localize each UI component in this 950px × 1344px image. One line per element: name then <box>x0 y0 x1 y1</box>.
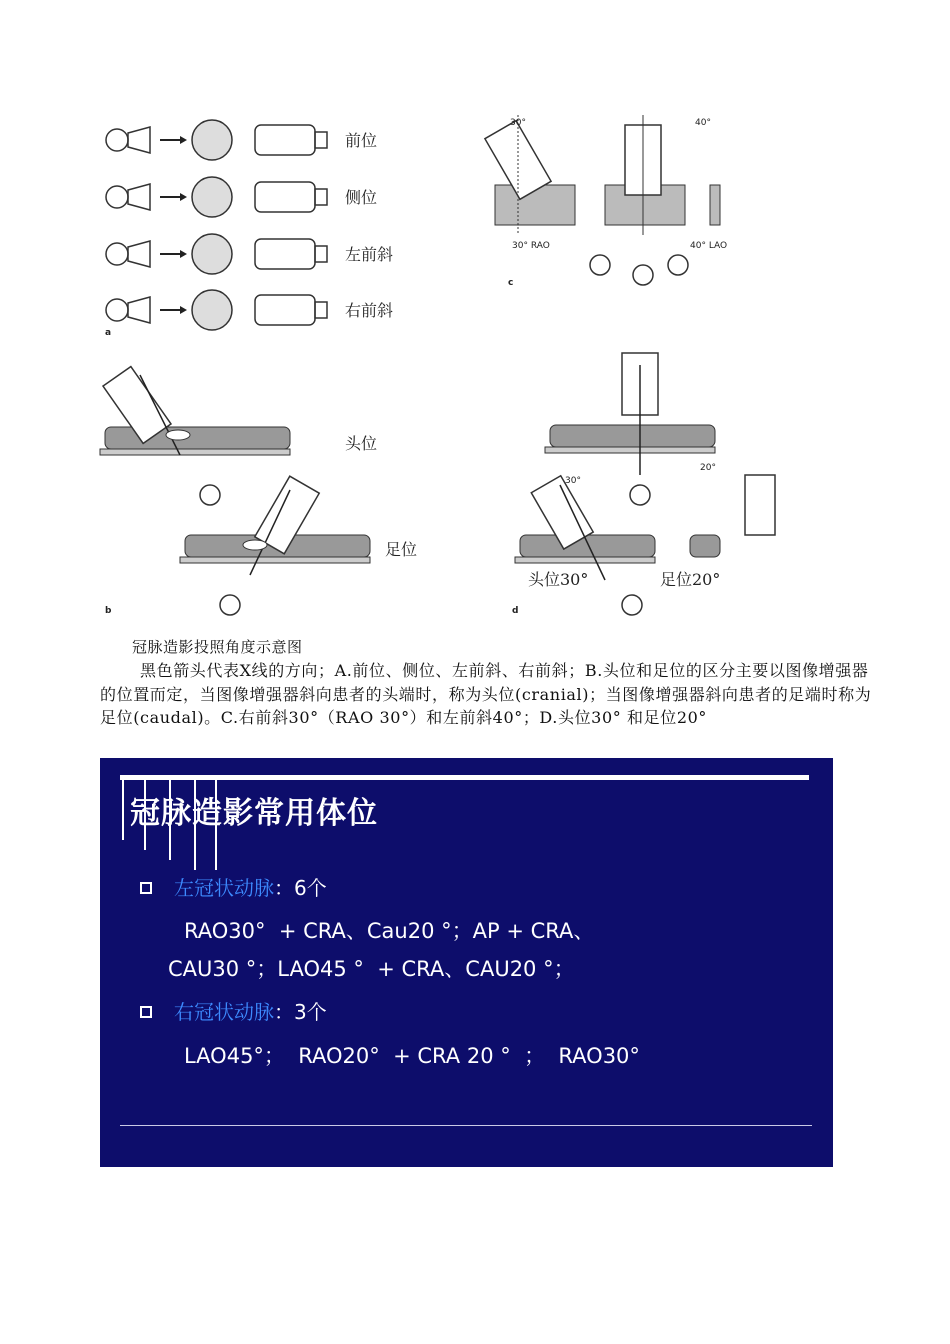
slide-bottom-line <box>120 1125 812 1126</box>
slide-bullet <box>140 872 327 901</box>
panel-a-row <box>106 120 327 160</box>
slide-detail-line: CAU30 °；LAO45 ° + CRA、CAU20 °； <box>168 957 575 981</box>
panel-d-label: 足位20° <box>660 570 721 589</box>
figure-caption-body: 黑色箭头代表X线的方向；A.前位、侧位、左前斜、右前斜；B.头位和足位的区分主要以图像增强器的位置而定，当图像增强器斜向患者的头端时，称为头位(cranial)；当图像增强器斜向患者的足端时称为足位(caudal)。C.右前斜30°（RAO 30°）和左前斜40°；D.头位30° 和足位20° <box>100 661 872 727</box>
panel-a <box>105 120 393 338</box>
slide-top-line <box>120 775 809 780</box>
slide-detail-line: LAO45°； RAO20° + CRA 20 ° ； RAO30° <box>184 1044 640 1068</box>
bullet-count: ：3个 <box>274 1000 327 1024</box>
panel-b-letter: b <box>105 606 112 616</box>
panel-d-label: 头位30° <box>528 570 589 589</box>
bullet-label: 左冠状动脉 <box>174 876 274 900</box>
panel-c <box>485 115 727 288</box>
panel-a-label: 右前斜 <box>345 301 394 320</box>
panel-d-angle: 30° <box>565 476 581 486</box>
panel-b-label: 头位 <box>345 434 378 453</box>
panel-a-label: 前位 <box>345 131 378 150</box>
checkbox-bullet-icon <box>140 882 152 894</box>
figure-caption-title: 冠脉造影投照角度示意图 <box>132 638 303 656</box>
panel-d-angle: 20° <box>700 463 716 473</box>
slide-title: 冠脉造影常用体位 <box>130 796 378 831</box>
panel-c-angle: 40° <box>695 118 711 128</box>
panel-b <box>100 367 417 616</box>
projection-figure <box>100 105 728 620</box>
panel-b-label: 足位 <box>385 540 418 559</box>
checkbox-bullet-icon <box>140 1006 152 1018</box>
panel-c-label: 30° RAO <box>512 241 550 251</box>
panel-c-label: 40° LAO <box>690 241 728 251</box>
panel-a-letter: a <box>105 328 112 338</box>
projection-diagram <box>100 105 728 620</box>
slide-bullet <box>140 996 327 1025</box>
slide-detail-line: RAO30° + CRA、Cau20 °；AP + CRA、 <box>184 919 595 943</box>
panel-d-letter: d <box>512 606 519 616</box>
slide <box>100 758 833 1167</box>
panel-a-label: 侧位 <box>345 188 378 207</box>
panel-c-angle: 30° <box>510 118 526 128</box>
bullet-count: ：6个 <box>274 876 327 900</box>
bullet-label: 右冠状动脉 <box>174 1000 274 1024</box>
panel-c-letter: c <box>508 278 514 288</box>
panel-a-label: 左前斜 <box>345 245 394 264</box>
panel-d <box>512 353 775 616</box>
